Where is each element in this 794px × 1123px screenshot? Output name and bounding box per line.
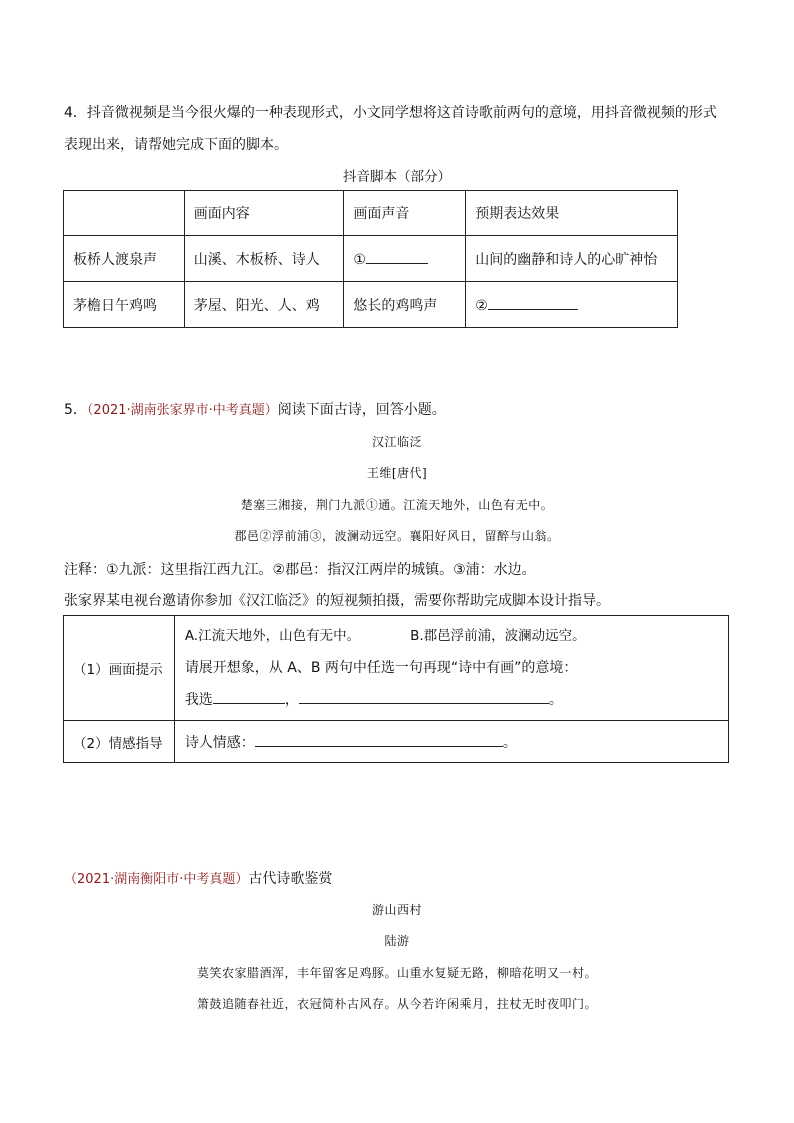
table-cell: （2）情感指导 [64,721,175,763]
q6-poem-line-1: 莫笑农家腊酒浑，丰年留客足鸡豚。山重水复疑无路，柳暗花明又一村。 [196,966,597,980]
q5-poem-line-2: 郡邑②浮前浦③，波澜动远空。襄阳好风日，留醉与山翁。 [234,529,560,543]
table-header-cell: 预期表达效果 [466,191,678,236]
table-cell: 板桥人渡泉声 [64,236,185,282]
answer-marker: ① [353,252,366,268]
table-cell: 悠长的鸡鸣声 [344,282,466,328]
emotion-prefix: 诗人情感： [184,734,255,751]
table-cell: 茅屋、阳光、人、鸡 [184,282,344,328]
choice-blank[interactable] [213,689,285,704]
q6-poem-line-2: 箫鼓追随春社近，衣冠简朴古风存。从今若许闲乘月，拄杖无时夜叩门。 [196,997,597,1011]
answer-line [185,684,728,716]
table-cell: 山溪、木板桥、诗人 [184,236,344,282]
scene-prompt: 请展开想象，从 A、B 两句中任选一句再现“诗中有画”的意境： [184,660,578,676]
q5-task: 张家界某电视台邀请你参加《汉江临泛》的短视频拍摄，需要你帮助完成脚本设计指导。 [64,593,610,609]
q4-table-title: 抖音脚本（部分） [343,169,451,185]
table-row [64,616,729,721]
scene-prompt-cell [174,616,728,721]
answer-cell-2 [466,282,678,328]
emotion-blank[interactable] [255,732,503,747]
table-cell: 茅檐日午鸡鸣 [64,282,185,328]
q4-prompt-line1: 4．抖音微视频是当今很火爆的一种表现形式，小文同学想将这首诗歌前两句的意境，用抖音微视频的形式 [64,105,717,121]
answer-prefix: 我选 [184,692,213,708]
emotion-cell [174,721,728,763]
answer-marker: ② [475,298,488,314]
table-row [64,236,678,282]
table-cell: （1）画面提示 [64,616,175,721]
q6-source: （2021·湖南衡阳市·中考真题） [64,872,249,887]
q5-poem-title: 汉江临泛 [371,435,422,449]
q5-source: （2021·湖南张家界市·中考真题） [86,403,278,418]
option-a: A.江流天地外，山色有无中。 [184,628,361,644]
answer-blank-2[interactable] [488,295,578,310]
table-header-cell: 画面内容 [184,191,344,236]
q6-instruction: 古代诗歌鉴赏 [248,871,333,887]
separator: ， [284,692,299,708]
table-row [64,282,678,328]
end-mark: 。 [548,692,563,708]
table-header-row [64,191,678,236]
q5-header [64,399,446,419]
q5-instruction: 阅读下面古诗，回答小题。 [277,402,446,418]
table-row [64,721,729,763]
options-line [185,620,728,652]
q5-poem-line-1: 楚塞三湘接，荆门九派①通。江流天地外，山色有无中。 [240,498,554,512]
q5-poem-author: 王维[唐代] [366,466,428,480]
scene-description-blank[interactable] [299,689,549,704]
end-mark: 。 [502,734,517,751]
q6-poem-title: 游山西村 [371,903,422,917]
table-header-cell: 画面声音 [344,191,466,236]
table-cell: 山间的幽静和诗人的心旷神怡 [466,236,678,282]
q4-prompt-line2: 表现出来，请帮她完成下面的脚本。 [64,137,288,153]
answer-blank-1[interactable] [366,249,428,264]
option-b: B.郡邑浮前浦，波澜动远空。 [410,628,586,644]
table-header-cell [64,191,185,236]
q5-guide-table [63,615,729,763]
q4-script-table [63,190,678,328]
q6-poem-author: 陆游 [384,934,410,948]
q5-notes: 注释：①九派：这里指江西九江。②郡邑：指汉江两岸的城镇。③浦：水边。 [64,562,536,578]
q6-header [64,868,332,888]
q5-number: 5． [64,402,87,418]
answer-cell-1 [344,236,466,282]
